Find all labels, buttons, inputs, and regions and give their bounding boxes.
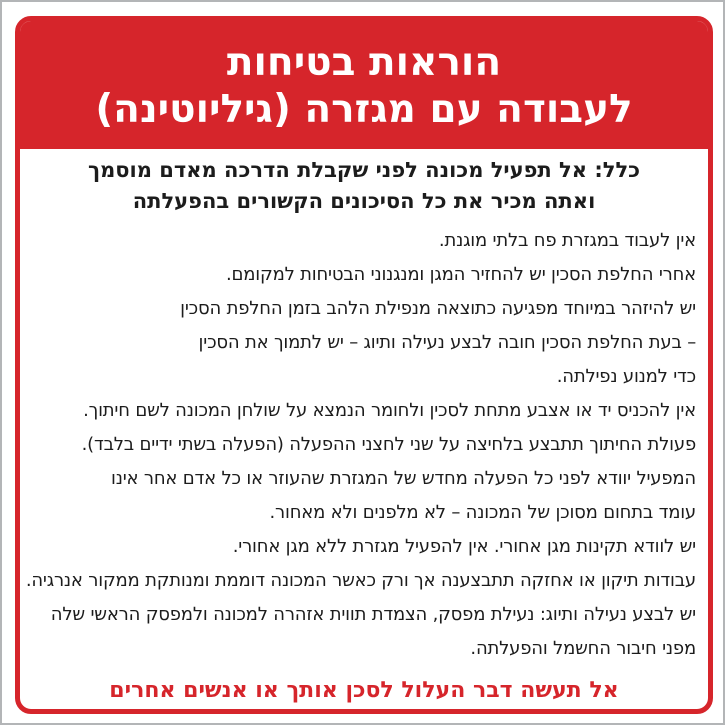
rule-line: מפני חיבור החשמל והפעלתה. [470, 638, 696, 659]
sign-title-line-1: הוראות בטיחות [226, 40, 502, 85]
rule-line: – בעת החלפת הסכין חובה לבצע נעילה ותיוג – יש לתמוך את הסכין [198, 332, 696, 353]
sign-body [20, 149, 708, 706]
rule-line: כדי למנוע נפילתה. [556, 366, 696, 387]
footer-warning: אל תעשה דבר העלול לסכן אותך או אנשים אחרים [109, 678, 619, 703]
intro-line-1: כלל: אל תפעיל מכונה לפני שקבלת הדרכה מאדם מוסמך [87, 158, 641, 182]
safety-sign-frame [15, 16, 713, 714]
rule-line: עבודות תיקון או אחזקה תתבצענה אך ורק כאשר המכונה דוממת ומנותקת ממקור אנרגיה. [25, 570, 696, 591]
rule-line: עומד בתחום מסוכן של המכונה – לא מלפנים ולא מאחור. [269, 502, 696, 523]
rule-line: פעולת החיתוך תתבצע בלחיצה על שני לחצני ההפעלה (הפעלה בשתי ידיים בלבד). [81, 434, 696, 455]
intro-line-2: ואתה מכיר את כל הסיכונים הקשורים בהפעלתה [132, 189, 596, 213]
sign-header [20, 21, 708, 149]
rule-line: אין לעבוד במגזרת פח בלתי מוגנת. [438, 230, 696, 251]
rule-line: אין להכניס יד או אצבע מתחת לסכין ולחומר הנמצא על שולחן המכונה לשם חיתוך. [83, 400, 696, 421]
rule-line: המפעיל יוודא לפני כל הפעלה מחדש של המגזרת שהעוזר או כל אדם אחר אינו [111, 468, 696, 489]
rules-list [25, 224, 696, 666]
rule-line: יש להיזהר במיוחד מפגיעה כתוצאה מנפילת הלהב בזמן החלפת הסכין [180, 298, 696, 319]
rule-line: יש לוודא תקינות מגן אחורי. אין להפעיל מגזרת ללא מגן אחורי. [232, 536, 696, 557]
rule-line: יש לבצע נעילה ותיוג: נעילת מפסק, הצמדת תווית אזהרה למכונה ולמפסק הראשי שלה [50, 604, 696, 625]
sign-title-line-2: לעבודה עם מגזרה (גיליוטינה) [95, 87, 633, 132]
rule-line: אחרי החלפת הסכין יש להחזיר המגן ומנגנוני הבטיחות למקומם. [226, 264, 696, 285]
